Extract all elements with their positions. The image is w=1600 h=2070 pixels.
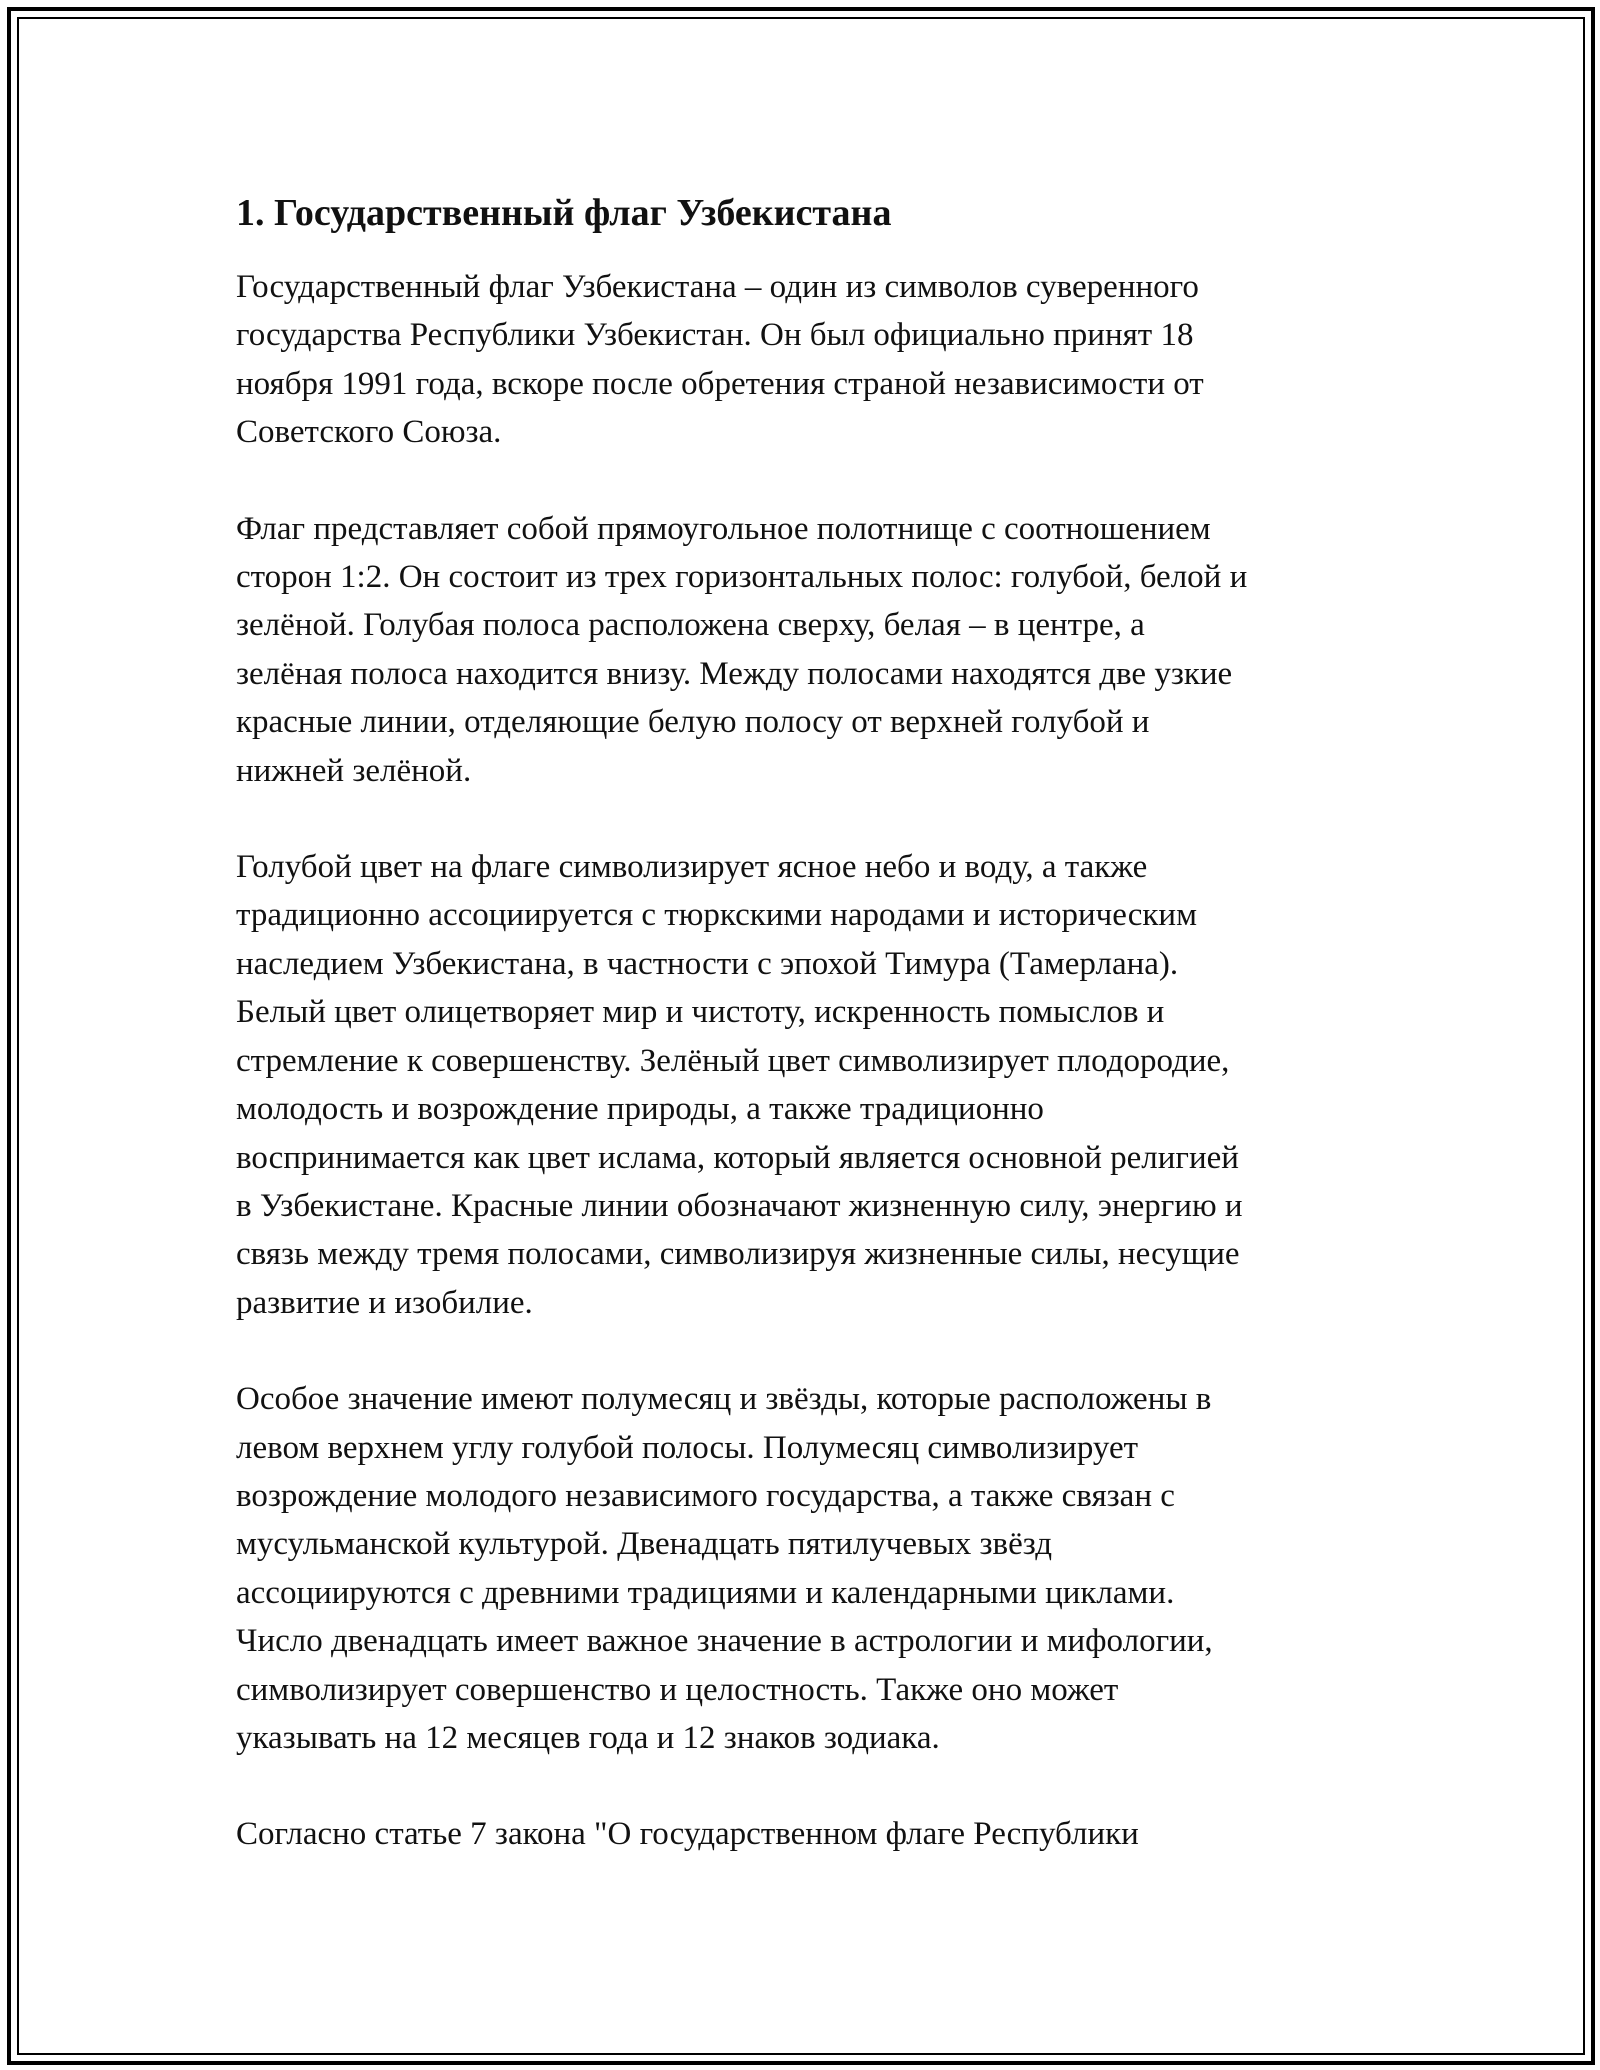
- section-heading: 1. Государственный флаг Узбекистана: [236, 192, 892, 234]
- paragraph-intro: Государственный флаг Узбекистана – один из символов суверенного государства Республики Узбекистан. Он был официально принят 18 ноября 1991 года, вскоре после обретения страной независимости от Советского Союза.: [236, 269, 1204, 451]
- paragraph-color-symbolism: Голубой цвет на флаге символизирует ясное небо и воду, а также традиционно ассоциируется с тюркскими народами и историческим наследием Узбекистана, в частности с эпохой Тимура (Тамерлана). Белый цвет олицетворяет мир и чистоту, искренность помыслов и стремление к совершенству. Зелёный цвет символизирует плодородие, молодость и возрождение природы, а также традиционно воспринимается как цвет ислама, который является основной религией в Узбекистане. Красные линии обозначают жизненную силу, энергию и связь между тремя полосами, символизируя жизненные силы, несущие развитие и изобилие.: [236, 849, 1243, 1321]
- document-body: [236, 185, 1386, 1907]
- paragraph-law-article: Согласно статье 7 закона "О государственном флаге Республики: [236, 1816, 1139, 1853]
- paragraph-crescent-stars: Особое значение имеют полумесяц и звёзды, которые расположены в левом верхнем углу голубой полосы. Полумесяц символизирует возрождение молодого независимого государства, а также связан с мусульманской культурой. Двенадцать пятилучевых звёзд ассоциируются с древними традициями и календарными циклами. Число двенадцать имеет важное значение в астрологии и мифологии, символизирует совершенство и целостность. Также оно может указывать на 12 месяцев года и 12 знаков зодиака.: [236, 1381, 1213, 1756]
- paragraph-flag-description: Флаг представляет собой прямоугольное полотнище с соотношением сторон 1:2. Он состоит из трех горизонтальных полос: голубой, белой и зелёной. Голубая полоса расположена сверху, белая – в центре, а зелёная полоса находится внизу. Между полосами находятся две узкие красные линии, отделяющие белую полосу от верхней голубой и нижней зелёной.: [236, 510, 1248, 789]
